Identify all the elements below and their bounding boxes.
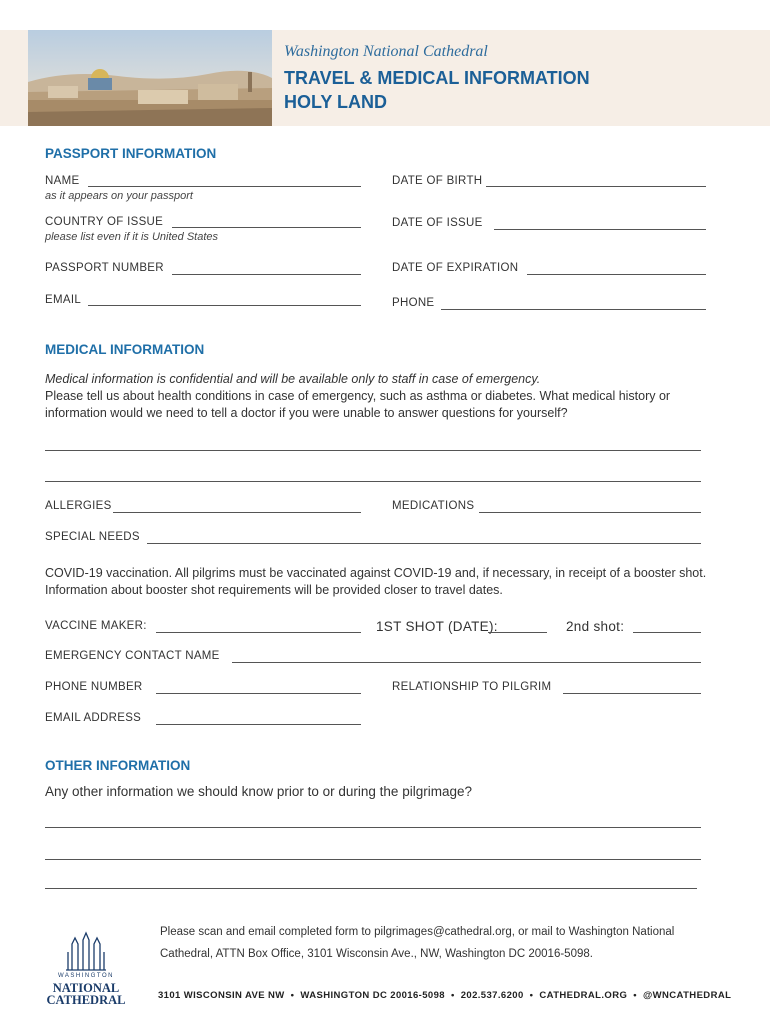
medications-label: MEDICATIONS [392, 500, 475, 512]
phone-label: PHONE [392, 297, 435, 309]
footer-phone: 202.537.6200 [460, 990, 524, 1001]
name-label: NAME [45, 175, 80, 187]
issue-date-label: DATE OF ISSUE [392, 217, 483, 229]
title-line-2: HOLY LAND [284, 92, 388, 112]
passport-number-label: PASSPORT NUMBER [45, 262, 164, 274]
issue-date-field[interactable] [494, 229, 706, 230]
logo-small-text: WASHINGTON [57, 973, 114, 979]
second-shot-field[interactable] [633, 632, 701, 633]
first-shot-label [376, 619, 498, 634]
vaccine-maker-field[interactable] [156, 632, 361, 633]
passport-heading: PASSPORT INFORMATION [45, 146, 217, 161]
relationship-label: RELATIONSHIP TO PILGRIM [392, 681, 552, 693]
document-title [284, 66, 590, 114]
email-label: EMAIL [45, 294, 82, 306]
confidential-note: Medical information is confidential and will be available only to staff in case of emergency. [45, 372, 541, 386]
medical-history-line-1[interactable] [45, 450, 701, 451]
footer-instructions-1: Please scan and email completed form to pilgrimages@cathedral.org, or mail to Washington National [160, 926, 675, 938]
medical-history-line-2[interactable] [45, 481, 701, 482]
other-info-line-3[interactable] [45, 888, 697, 889]
emergency-contact-field[interactable] [232, 662, 701, 663]
country-hint: please list even if it is United States [45, 231, 219, 243]
org-name: Washington National Cathedral [284, 43, 488, 60]
emergency-phone-field[interactable] [156, 693, 361, 694]
page-header [0, 30, 770, 126]
emergency-email-label: EMAIL ADDRESS [45, 712, 142, 724]
first-shot-field[interactable] [488, 632, 547, 633]
footer-website[interactable]: CATHEDRAL.ORG [539, 990, 628, 1001]
medications-field[interactable] [479, 512, 701, 513]
allergies-field[interactable] [113, 512, 361, 513]
passport-number-field[interactable] [172, 274, 361, 275]
medical-heading: MEDICAL INFORMATION [45, 342, 205, 357]
footer-social[interactable]: @WNCATHEDRAL [643, 990, 732, 1001]
covid-text: COVID-19 vaccination. All pilgrims must be vaccinated against COVID-19 and, if necessary, in receipt of a booster shot. Information about booster shot requirements will be provided closer to travel dates. [45, 566, 707, 597]
medical-intro [45, 371, 725, 422]
footer-contact-bar: 3101 WISCONSIN AVE NW • WASHINGTON DC 20016-5098 • 202.537.6200 • CATHEDRAL.ORG • @WNCATHEDRAL [158, 990, 732, 1001]
expiration-field[interactable] [527, 274, 706, 275]
footer-instructions-2: Cathedral, ATTN Box Office, 3101 Wisconsin Ave., NW, Washington DC 20016-5098. [160, 948, 593, 960]
emergency-phone-label: PHONE NUMBER [45, 681, 143, 693]
jerusalem-photo [28, 30, 272, 126]
phone-field[interactable] [441, 309, 706, 310]
other-info-line-2[interactable] [45, 859, 701, 860]
other-heading: OTHER INFORMATION [45, 758, 191, 773]
first-shot-text: 1ST SHOT (DATE): [376, 619, 498, 634]
country-label: COUNTRY OF ISSUE [45, 216, 164, 228]
second-shot-text: 2nd shot: [566, 619, 625, 634]
vaccine-maker-label: VACCINE MAKER: [45, 620, 147, 632]
name-hint: as it appears on your passport [45, 190, 193, 202]
country-field[interactable] [172, 227, 361, 228]
other-question: Any other information we should know prior to or during the pilgrimage? [45, 784, 472, 799]
special-needs-label: SPECIAL NEEDS [45, 531, 140, 543]
second-shot-label [566, 619, 624, 634]
footer-address: 3101 WISCONSIN AVE NW [158, 990, 285, 1001]
title-line-1: TRAVEL & MEDICAL INFORMATION [284, 68, 590, 88]
emergency-contact-label: EMERGENCY CONTACT NAME [45, 650, 220, 662]
allergies-label: ALLERGIES [45, 500, 112, 512]
name-field[interactable] [88, 186, 361, 187]
expiration-label: DATE OF EXPIRATION [392, 262, 519, 274]
footer-city: WASHINGTON DC 20016-5098 [300, 990, 445, 1001]
email-field[interactable] [88, 305, 361, 306]
other-info-line-1[interactable] [45, 827, 701, 828]
emergency-email-field[interactable] [156, 724, 361, 725]
logo-cathedral: CATHEDRAL [46, 993, 126, 1007]
dob-label: DATE OF BIRTH [392, 175, 483, 187]
logo-national: NATIONAL [52, 981, 120, 995]
special-needs-field[interactable] [147, 543, 701, 544]
relationship-field[interactable] [563, 693, 701, 694]
dob-field[interactable] [486, 186, 706, 187]
cathedral-logo [44, 930, 128, 1007]
medical-intro-body: Please tell us about health conditions in case of emergency, such as asthma or diabetes. What medical history or information would we need to tell a doctor if you were unable to answer questions for yourself? [45, 389, 671, 420]
